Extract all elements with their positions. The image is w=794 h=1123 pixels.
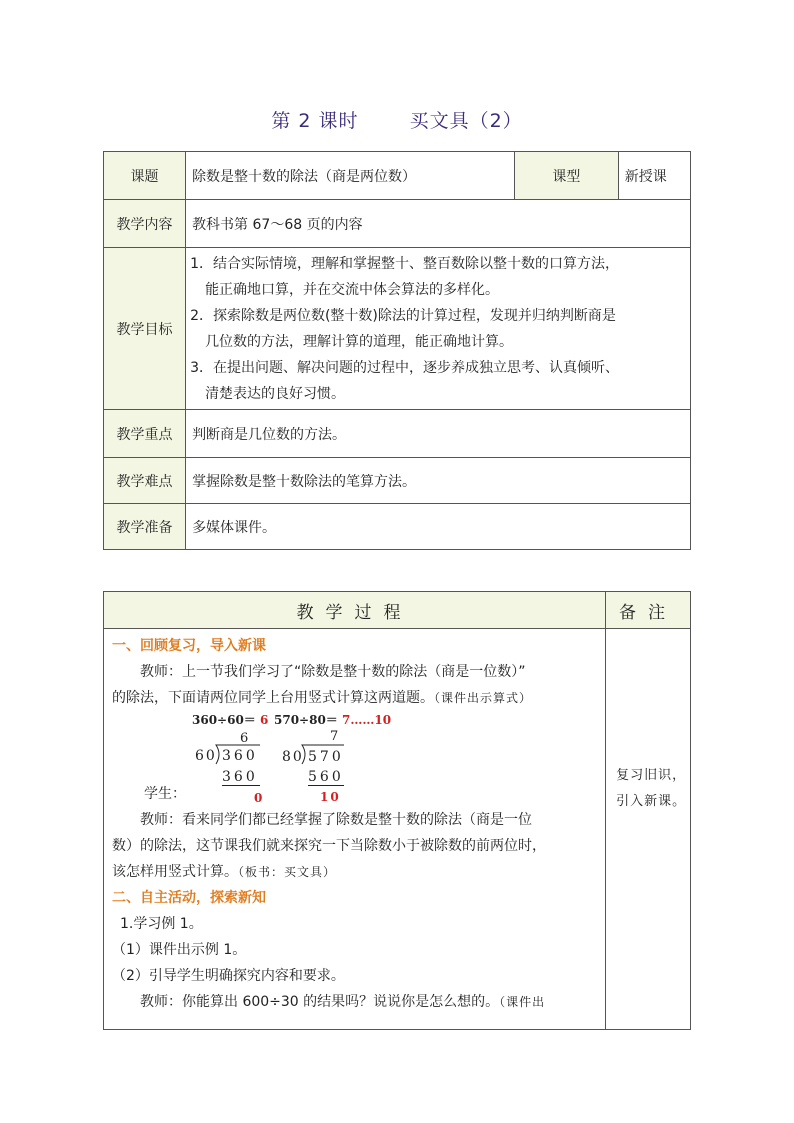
paragraph-2b: 数）的除法，这节课我们就来探究一下当除数小于被除数的前两位时， bbox=[112, 838, 546, 854]
paragraph-2d: （板书：买文具） bbox=[238, 865, 337, 879]
goal-3-line-1: 3．在提出问题、解决问题的过程中，逐步养成独立思考、认真倾听、 bbox=[190, 359, 619, 376]
content-value: 教科书第 67～68 页的内容 bbox=[186, 200, 691, 248]
type-value: 新授课 bbox=[618, 152, 690, 200]
lesson-name: 买文具（2） bbox=[409, 110, 523, 132]
step-1-1: （1）课件出示例 1。 bbox=[112, 942, 247, 958]
paragraph-3-note: （课件出 bbox=[499, 995, 546, 1009]
goal-1-line-1: 1．结合实际情境，理解和掌握整十、整百数除以整十数的口算方法， bbox=[190, 255, 619, 272]
remainder-2: 10 bbox=[320, 790, 341, 804]
step-1: 1.学习例 1。 bbox=[120, 916, 203, 932]
goal-2-line-2: 几位数的方法，理解计算的道理，能正确地计算。 bbox=[205, 333, 514, 350]
lesson-number: 第 2 课时 bbox=[271, 110, 359, 132]
process-header: 教学过程 bbox=[104, 592, 606, 629]
paragraph-1a: 教师：上一节我们学习了“除数是整十数的除法（商是一位数）” bbox=[140, 664, 526, 680]
difficulty-label: 教学难点 bbox=[104, 458, 186, 504]
goals-label: 教学目标 bbox=[104, 248, 186, 410]
quotient-1: 6 bbox=[240, 731, 249, 746]
dividend-1: 360 bbox=[222, 748, 258, 764]
teaching-process-table bbox=[103, 591, 691, 1030]
note-line-2: 引入新课。 bbox=[616, 794, 687, 809]
quotient-2: 7 bbox=[330, 729, 339, 744]
note-line-1: 复习旧识， bbox=[616, 768, 687, 783]
note-header: 备注 bbox=[606, 592, 691, 629]
paragraph-1b: 的除法，下面请两位同学上台用竖式计算这两道题。（课件出示算式） bbox=[112, 690, 533, 706]
equation-1: 360÷60＝ 6 bbox=[192, 713, 269, 727]
page-title bbox=[0, 106, 794, 133]
lesson-info-table bbox=[103, 151, 691, 550]
paragraph-1c: （课件出示算式） bbox=[434, 691, 533, 705]
subtract-1: 360 bbox=[222, 769, 260, 786]
step-1-2: （2）引导学生明确探究内容和要求。 bbox=[112, 968, 345, 984]
remainder-1: 0 bbox=[254, 791, 263, 805]
section-2-heading: 二、自主活动，探索新知 bbox=[112, 890, 266, 906]
section-1-heading: 一、回顾复习，导入新课 bbox=[112, 638, 266, 654]
vertical-calculation bbox=[112, 711, 599, 807]
paragraph-2c: 该怎样用竖式计算。（板书：买文具） bbox=[112, 864, 337, 880]
topic-label: 课题 bbox=[104, 152, 186, 200]
type-label: 课型 bbox=[514, 152, 618, 200]
process-content bbox=[104, 629, 606, 1030]
prep-label: 教学准备 bbox=[104, 504, 186, 550]
paragraph-2a: 教师：看来同学们都已经掌握了除数是整十数的除法（商是一位 bbox=[140, 812, 532, 828]
difficulty-value: 掌握除数是整十数除法的笔算方法。 bbox=[186, 458, 691, 504]
paragraph-3: 教师：你能算出 600÷30 的结果吗？说说你是怎么想的。（课件出 bbox=[140, 994, 546, 1010]
goal-1-line-2: 能正确地口算，并在交流中体会算法的多样化。 bbox=[205, 281, 500, 298]
goal-3-line-2: 清楚表达的良好习惯。 bbox=[205, 385, 346, 402]
note-content bbox=[606, 629, 691, 1030]
student-label: 学生： bbox=[144, 786, 186, 802]
divisor-1: 60 bbox=[195, 748, 217, 764]
key-label: 教学重点 bbox=[104, 410, 186, 458]
topic-value: 除数是整十数的除法（商是两位数） bbox=[186, 152, 515, 200]
dividend-2: 570 bbox=[308, 749, 344, 765]
key-value: 判断商是几位数的方法。 bbox=[186, 410, 691, 458]
prep-value: 多媒体课件。 bbox=[186, 504, 691, 550]
subtract-2: 560 bbox=[308, 769, 344, 785]
equation-2: 570÷80＝ 7……10 bbox=[274, 713, 392, 727]
goals-list bbox=[186, 248, 691, 410]
divisor-2: 80 bbox=[282, 749, 304, 765]
goal-2-line-1: 2．探索除数是两位数(整十数)除法的计算过程，发现并归纳判断商是 bbox=[190, 307, 616, 324]
content-label: 教学内容 bbox=[104, 200, 186, 248]
